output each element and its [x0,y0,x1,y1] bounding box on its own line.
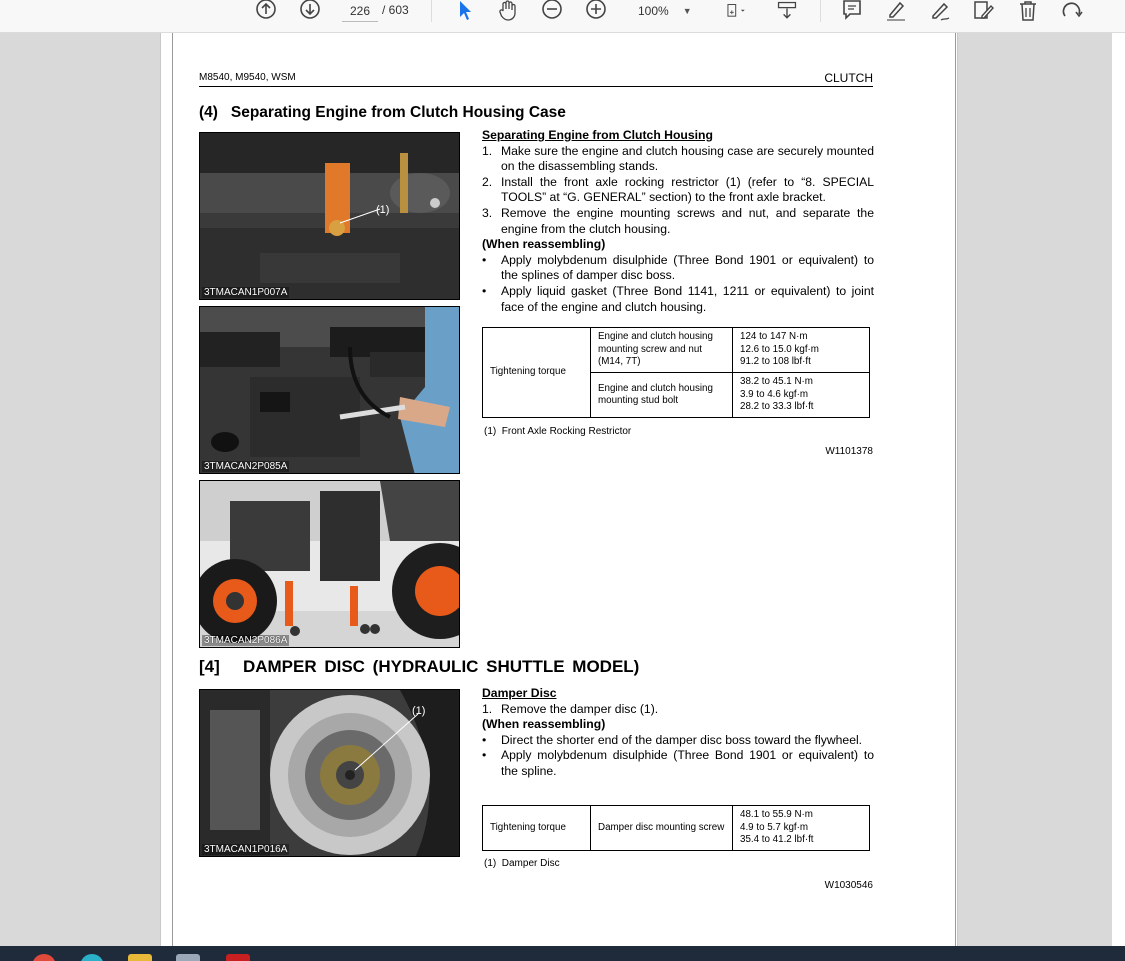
vertical-scrollbar[interactable] [1112,33,1125,946]
subsection-title: Damper Disc [482,686,557,700]
list-text: Make sure the engine and clutch housing case are securely mounted on the disassembling stands. [501,143,874,174]
rotate-icon[interactable] [1060,0,1084,22]
torque-value: 124 to 147 N·m 12.6 to 15.0 kgf·m 91.2 to 108 lbf·ft [733,328,870,373]
scroll-mode-icon[interactable] [774,0,800,22]
zoom-value: 100% [638,4,669,18]
chevron-down-icon: ▼ [682,6,692,16]
list-marker: • [482,748,487,763]
document-code: W1030546 [824,880,873,891]
os-taskbar [0,946,1125,961]
zoom-in-icon[interactable] [584,0,608,22]
zoom-select[interactable] [628,0,700,22]
torque-item: Engine and clutch housing mounting screw and nut (M14, 7T) [591,328,733,373]
photo-caption: 3TMACAN2P086A [204,635,288,646]
hand-pan-icon[interactable] [496,0,520,22]
list-text: Remove the damper disc (1). [501,701,659,716]
torque-value: 38.2 to 45.1 N·m 3.9 to 4.6 kgf·m 28.2 to 33.3 lbf·ft [733,373,870,418]
comment-icon[interactable] [840,0,864,22]
list-item [482,206,874,237]
steps-list [482,702,874,718]
photo-damper-disc [199,689,460,857]
document-viewer[interactable] [0,33,1112,946]
section-title: [4] DAMPER DISC (HYDRAULIC SHUTTLE MODEL) [199,657,640,676]
photo-engine-restrictor [199,132,460,300]
list-text: Apply liquid gasket (Three Bond 1141, 1211 or equivalent) to joint face of the engine and clutch housing. [501,283,874,314]
page-frame-line [955,33,956,946]
pdf-toolbar [0,0,1125,33]
photo-callout: (1) [376,204,390,216]
list-text: Apply molybdenum disulphide (Three Bond 1901 or equivalent) to the spline. [501,748,874,778]
list-text: Direct the shorter end of the damper disc boss toward the flywheel. [501,732,863,747]
running-header-left: M8540, M9540, WSM [199,72,296,83]
torque-label: Tightening torque [483,806,591,851]
page-total: / 603 [382,3,409,17]
torque-item: Engine and clutch housing mounting stud bolt [591,373,733,418]
pdf-page [160,33,958,946]
list-item [482,144,874,175]
section1-instructions [482,128,874,315]
list-marker: 3. [482,205,493,220]
list-item [482,284,874,315]
subsection-title: Separating Engine from Clutch Housing [482,128,713,142]
header-rule [199,86,873,87]
document-code: W1101378 [825,446,873,457]
torque-label: Tightening torque [483,328,591,418]
select-cursor-icon[interactable] [454,0,476,22]
list-text: Remove the engine mounting screws and nut, and separate the engine from the clutch housing. [501,205,874,236]
photo-torque-wrench [199,306,460,474]
photo-separated-engine [199,480,460,648]
photo-caption: 3TMACAN1P007A [204,287,288,298]
highlight-icon[interactable] [884,0,908,22]
zoom-out-icon[interactable] [540,0,564,22]
edit-text-icon[interactable] [972,0,996,22]
torque-value: 48.1 to 55.9 N·m 4.9 to 5.7 kgf·m 35.4 to 41.2 lbf·ft [733,806,870,851]
list-item [482,748,874,779]
reassembling-heading: (When reassembling) [482,237,606,252]
app-icon[interactable] [176,954,200,961]
torque-item: Damper disc mounting screw [591,806,733,851]
list-marker: • [482,732,487,747]
list-item [482,253,874,284]
running-header-right: CLUTCH [824,71,873,85]
figure-legend: (1) Damper Disc [484,858,560,869]
reassembling-heading: (When reassembling) [482,717,606,732]
section2-instructions [482,686,874,780]
section-title: (4) Separating Engine from Clutch Housing Case [199,104,566,121]
steps-list [482,144,874,238]
list-marker: • [482,252,487,267]
toolbar-separator [431,0,432,22]
photo-caption: 3TMACAN1P016A [204,844,288,855]
list-text: Apply molybdenum disulphide (Three Bond 1901 or equivalent) to the splines of damper disc boss. [501,252,874,283]
page-number-input[interactable] [342,0,378,22]
list-text: Install the front axle rocking restrictor (1) (refer to “8. SPECIAL TOOLS” at “G. GENERAL” section) to the front axle bracket. [501,174,874,205]
list-item [482,175,874,206]
list-marker: 1. [482,143,493,158]
list-marker: 2. [482,174,493,189]
list-item [482,702,874,718]
folder-icon[interactable] [128,954,152,961]
bullet-list [482,253,874,315]
page-frame-line [172,33,173,946]
toolbar-separator [820,0,821,22]
draw-icon[interactable] [928,0,952,22]
torque-table [482,327,870,418]
fit-page-icon[interactable] [720,0,754,22]
list-item [482,733,874,749]
next-page-icon[interactable] [298,0,322,22]
list-marker: • [482,283,487,298]
browser-icon[interactable] [32,954,56,961]
app-icon[interactable] [80,954,104,961]
torque-table [482,805,870,851]
bullet-list [482,733,874,780]
photo-callout: (1) [412,705,426,717]
list-marker: 1. [482,701,493,716]
figure-legend: (1) Front Axle Rocking Restrictor [484,426,632,437]
prev-page-icon[interactable] [254,0,278,22]
delete-icon[interactable] [1016,0,1040,22]
pdf-reader-icon[interactable] [226,954,250,961]
photo-caption: 3TMACAN2P085A [204,461,288,472]
